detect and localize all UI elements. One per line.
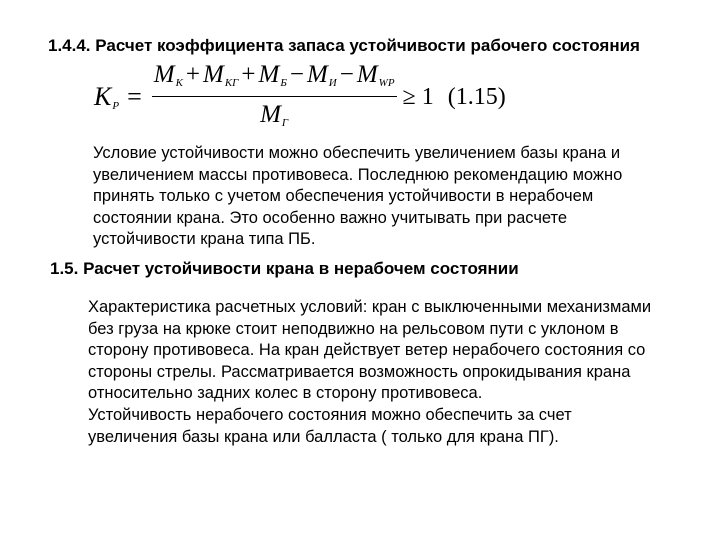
- text-line: состоянии крана. Это особенно важно учитывать при расчете: [93, 208, 568, 227]
- formula-numerator: [152, 60, 397, 94]
- text-line: принять только с учетом обеспечения устойчивости в нерабочем: [93, 187, 594, 205]
- formula-number: (1.15): [447, 83, 506, 110]
- formula-term-subscript: КГ: [224, 76, 239, 89]
- formula-denominator: [260, 100, 288, 134]
- text-line: Условие устойчивости можно обеспечить увеличением базы крана и: [93, 144, 621, 162]
- formula-denominator-subscript: Г: [281, 117, 289, 130]
- formula-term-symbol: M: [153, 60, 175, 88]
- paragraph-nonworking-stability: [88, 405, 572, 448]
- formula-equals: =: [127, 82, 142, 111]
- text-line: Характеристика расчетных условий: кран с выключенными механизмами: [88, 298, 652, 316]
- text-line: сторону противовеса. На кран действует ветер нерабочего состояния со: [88, 341, 646, 359]
- formula-term-symbol: M: [306, 60, 328, 88]
- paragraph-stability-condition: [93, 143, 622, 251]
- section-title-1-5: 1.5. Расчет устойчивости крана в нерабочем состоянии: [50, 259, 519, 278]
- formula-term-symbol: M: [258, 60, 280, 88]
- text-line: устойчивости крана типа ПБ.: [93, 230, 316, 248]
- formula-1-15: [94, 62, 506, 132]
- formula-operator: −: [339, 60, 354, 88]
- section-title-1-4-4: 1.4.4. Расчет коэффициента запаса устойчивости рабочего состояния: [48, 36, 640, 55]
- text-line: без груза на крюке стоит неподвижно на рельсовом пути с уклоном в: [88, 319, 619, 338]
- text-line: увеличения базы крана или балласта ( только для крана ПГ).: [88, 427, 559, 446]
- formula-term-symbol: M: [203, 60, 224, 88]
- formula-term-subscript: К: [175, 76, 183, 89]
- formula-term-subscript: WP: [378, 76, 395, 89]
- formula-lhs-subscript: P: [112, 100, 120, 112]
- formula-term-symbol: M: [356, 60, 378, 88]
- formula-tail: [403, 84, 506, 111]
- fraction-bar: [152, 96, 397, 97]
- formula-denominator-symbol: M: [260, 101, 281, 129]
- formula-term-subscript: И: [328, 76, 337, 89]
- formula-relation: ≥ 1: [402, 83, 434, 110]
- text-line: относительно задних колес в сторону противовеса.: [88, 384, 483, 402]
- text-line: увеличением массы противовеса. Последнюю рекомендацию можно: [93, 165, 623, 184]
- formula-operator: +: [241, 60, 256, 88]
- formula-operator: −: [289, 60, 304, 88]
- text-line: стороны стрелы. Рассматривается возможность опрокидывания крана: [88, 362, 631, 381]
- paragraph-design-conditions: [88, 297, 651, 405]
- formula-term-subscript: Б: [280, 76, 287, 89]
- formula-fraction: [152, 60, 397, 134]
- formula-lhs: [94, 82, 119, 112]
- formula-lhs-symbol: K: [94, 82, 112, 111]
- formula-operator: +: [185, 60, 200, 88]
- text-line: Устойчивость нерабочего состояния можно обеспечить за счет: [88, 406, 572, 424]
